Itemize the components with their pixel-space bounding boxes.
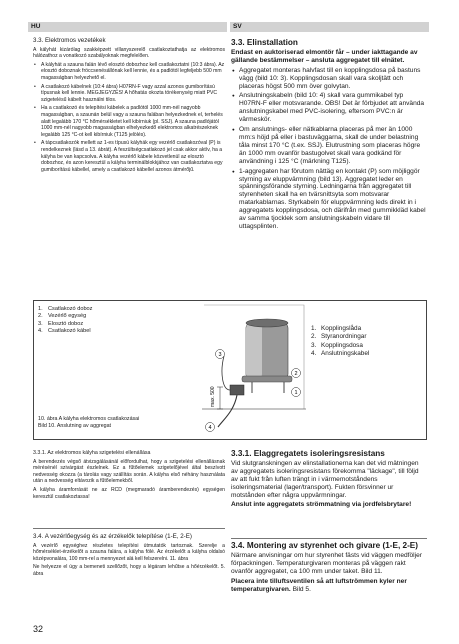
language-tag-hu: HU	[28, 22, 227, 32]
divider	[231, 538, 427, 539]
legend-sv-item: 2. Styranordningar	[311, 333, 367, 341]
hu-section-intro: A kályhát kizárólag szakképzett villanyszerelő csatlakoztathatja az elektromos hálózathoz a vonatkozó szabályoknak megfelelően.	[33, 46, 225, 60]
legend-sv-item: 4. Anslutningskabel	[311, 350, 370, 358]
sv-bullet-item: ● 1-aggregaten har förutom nättäg en kontakt (P) som möjliggör styrning av eluppvärmning (bild 13). Aggregatet leder en spänningsförande styrning. Ledningarna från aggregatet till styrenheten skall ha en tvärsnittsyta som motsvarar matarkablarnas. Styrkabeln för eluppvärmning leds direkt in i aggregatets kopplingsdosa, och därifrån med gummikkläd kabel av samma tjocklek som anslutningskabeln vidare till uttagsplinten.	[231, 168, 427, 231]
legend-sv-item: 1. Kopplingslåda	[311, 325, 362, 332]
sv-bullet-item: ● Om anslutnings- eller nätkablarna placeras på mer än 1000 mm:s höjd på eller i bastuväggarna, skall de under belastning tåla minst 170 °C (t.ex. SSJ). Elutrustning som placeras högre än 1000 mm ovanför bastugolvet skall vara godkänd för användning i 125 °C (märkning T125).	[231, 126, 427, 166]
sv-section-electrical	[231, 39, 427, 233]
sv-emphasis: Placera inte tilluftsventilen så att luftströmmen kyler ner temperaturgivaren.	[231, 577, 407, 593]
legend-sv-item: 3. Kopplingsdosa	[311, 341, 363, 349]
sv-section-title: 3.3. Elinstallation	[231, 38, 298, 47]
hu-section-electrical	[33, 38, 225, 175]
callout-label: 3	[218, 352, 222, 358]
connection-cable	[218, 395, 237, 427]
control-cable	[222, 356, 230, 390]
hu-bullet-list	[33, 62, 225, 174]
sv-paragraph: Vid slutgranskningen av elinstallationerna kan det vid mätningen av aggregatets isoleringsresistans förekomma "läckage", till följd av att fukt från luften trängt in i värmemotståndens isoleringsmaterial (lager/transport). Fukten försvinner ur motstånden efter några uppvärmningar.	[231, 459, 419, 499]
hu-section-control-unit	[33, 534, 225, 580]
callout-label: 1	[294, 390, 298, 396]
figure-caption	[38, 416, 139, 430]
sv-paragraph: Anslut inte aggregatets strömmatning via jordfelsbrytare!	[231, 501, 412, 509]
hu-bullet-item: • A csatlakozó kábelnek (10:4 ábra) H07RN-F vagy azzal azonos gumiborítású típusnak kell lennie. MEGJEGYZÉS! A hőhatás okozta törékenység miatt PVC szigetelésű kábelt használni tilos.	[33, 84, 225, 104]
sv-paragraph	[231, 578, 427, 594]
sv-subsection-title: 3.3.1. Elaggregatets isoleringsresistans	[231, 449, 385, 458]
hu-section-title: 3.3. Elektromos vezetékek	[33, 37, 106, 44]
page-number: 32	[33, 624, 44, 634]
heater-top	[246, 319, 288, 327]
sv-figure-ref: Bild 5.	[292, 585, 311, 593]
legend-hu-item: 4. Csatlakozó kábel	[38, 328, 91, 335]
hu-subsection-title: 3.3.1. Az elektromos kályha szigetelési ellenállása	[33, 450, 151, 456]
hu-subsection-title: 3.4. A vezérlőegység és az érzékelők telepítése (1-E, 2-E)	[33, 533, 192, 540]
hu-paragraph: A vezérlő egységhez részletes telepítési útmutatók tartoznak. Szerelje a hőmérséklet-érzékelőt a szauna falára, a kályha fölé. Az érzékelőt a kályha oldalsó középvonalára, 100 mm-rel a mennyezet alá kell felszerelni. 11. ábra	[33, 542, 225, 562]
hu-bullet-item: • A tápcsatlakozók mellett az 1-es típusú kályhák egy vezérlő csatlakozóval (P) is rendelkeznek (lásd a 13. ábrát). A feszültségcsatlakozó jel csak akkor aktív, ha a kályha be van kapcsolva. A kályha vezérlő kábele közvetlenül az elosztó dobozhoz, és azon keresztül a kályha terminálblokkjához van csatlakoztatva egy gumiborítású kábellel, amely a csatlakozó kábellel azonos átmérőjű.	[33, 140, 225, 173]
junction-box	[230, 385, 244, 395]
figure-caption-hu: 10. ábra A kályha elektromos csatlakozásai	[38, 416, 140, 422]
heater-side	[246, 323, 262, 379]
sv-section-insulation	[231, 450, 427, 511]
sv-bullet-item: ● Aggregatet monteras halvfast till en kopplingsdosa på bastuns vägg (bild 10: 3). Kopplingsdosan skall vara skoljtätt och placeras högst 500 mm över golvytan.	[231, 67, 427, 91]
sv-paragraph: Närmare anvisningar om hur styrenhet fästs vid väggen medföljer förpackningen. Temperaturgivaren monteras på väggen rakt ovanför aggregatet, ca 100 mm under taket. Bild 11.	[231, 551, 422, 575]
legend-hu-item: 2. Vezérlő egység	[38, 313, 87, 320]
sv-section-intro: Endast en auktoriserad elmontör får – under iakttagande av gällande bestämmelser – ansluta aggregatet till elnätet.	[231, 48, 418, 64]
callout-label: 2	[294, 371, 298, 377]
sv-subsection-title: 3.4. Montering av styrenhet och givare (1-E, 2-E)	[231, 541, 418, 550]
hu-section-insulation	[33, 450, 225, 502]
hu-paragraph: A berendezés végső átvizsgálásánál előfordulhat, hogy a szigetelési ellenállásnak mérésénél szivárgást észlelnek. Ez a fűtőelemek szigetelőjével által beszívott nedvesség okozza (a tárolás vagy szállítás során. A kályha első néhány használata után a nedvesség eltávozik a fűtőelemekből.	[33, 458, 225, 485]
language-tag-sv: SV	[230, 22, 429, 32]
sv-bullet-item: ● Anslutningskabeln (bild 10: 4) skall vara gummikabel typ H07RN-F eller motsvarande. OBS! Det är förbjudet att använda anslutningskabel med PVC-isolering, eftersom PVC:n är värmeskör.	[231, 92, 427, 124]
callout-label: 4	[208, 425, 212, 431]
hu-bullet-item: • Ha a csatlakozó és telepítési kábelek a padlótól 1000 mm-nél nagyobb magasságban, a szaunán belül vagy a szauna falában helyezkednek el, terhelés alatt legalább 170 °C hőmérsékletet kell kibírniuk (pl. SSJ). A szauna padlójától 1000 mm-nél nagyobb magasságban elhelyezkedő elektromos alkatrészeknek legalább 125 °C-ot kell kibírniuk (T125 jelölés).	[33, 105, 225, 138]
figure-electrical-connections	[33, 300, 427, 440]
figure-caption-sv: Bild 10. Anslutning av aggregat	[38, 423, 112, 429]
divider	[33, 528, 225, 529]
hu-paragraph: Ne helyezze el úgy a bemeneti szellőzőt, hogy a légáram lehűtse a hőérzékelőt. 5. ábra	[33, 564, 225, 577]
sv-bullet-list	[231, 67, 427, 231]
sv-section-control-unit	[231, 542, 427, 595]
hu-bullet-item: • A kályhát a szauna falán lévő elosztó dobozhoz kell csatlakoztatni (10:3 ábra). Az elosztó doboznak fröccsenésállónak kell lennie, és a padlótól legfeljebb 500 mm magasságban helyezhető el.	[33, 62, 225, 82]
hu-paragraph: A kályha áramforrását ne az RCD (megmaradó áramberendezés) egységen keresztül csatlakoztassa!	[33, 486, 225, 500]
legend-hu-item: 1. Csatlakozó doboz	[38, 306, 93, 312]
dimension-label: max. 500	[210, 386, 216, 407]
legend-hu-item: 3. Elosztó doboz	[38, 320, 84, 327]
heater-base	[242, 376, 292, 382]
